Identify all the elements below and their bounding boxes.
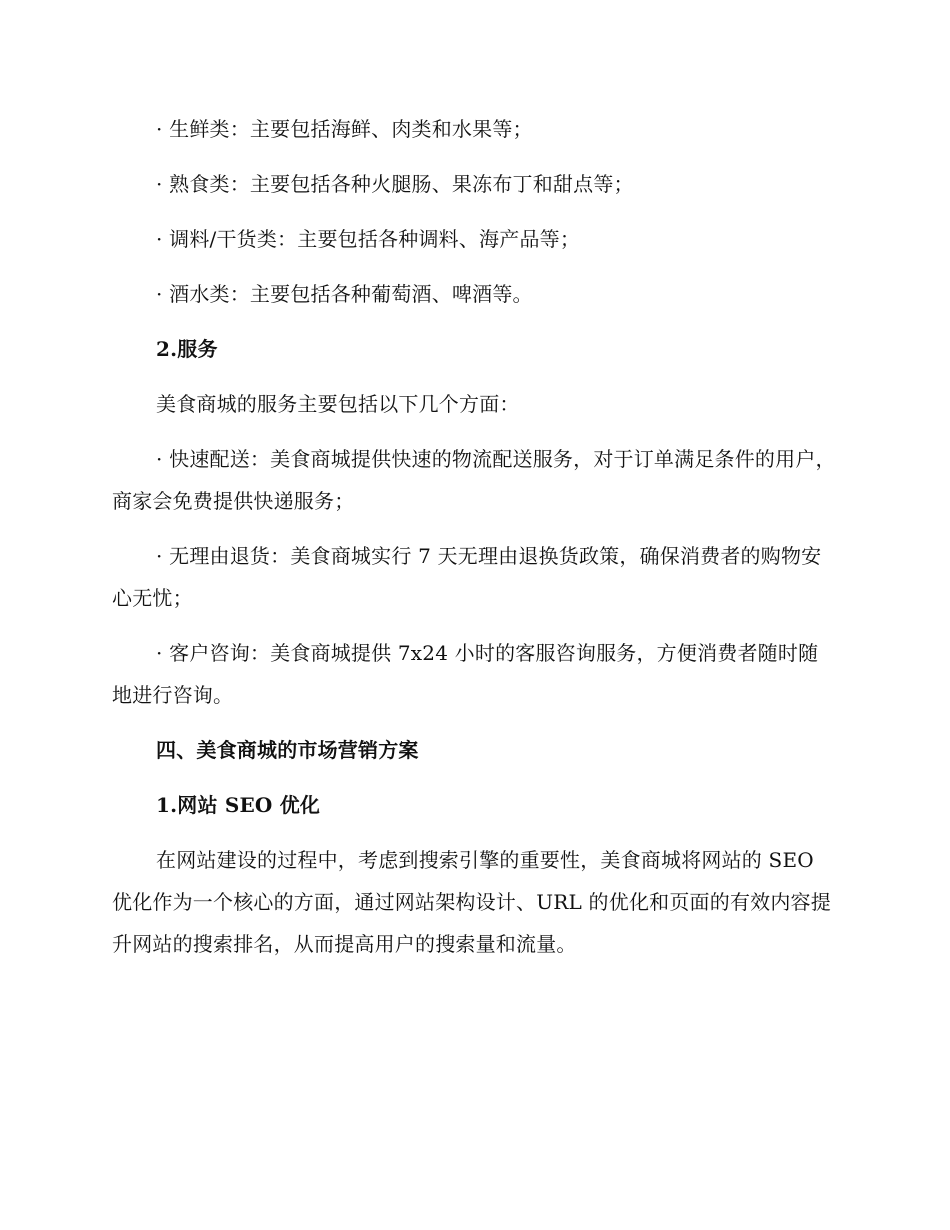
services-intro: 美食商城的服务主要包括以下几个方面： [156,392,520,416]
bullet-fresh-food: · 生鲜类：主要包括海鲜、肉类和水果等； [156,117,533,141]
bullet-beverages: · 酒水类：主要包括各种葡萄酒、啤酒等。 [156,282,533,306]
bullet-customer-service: · 客户咨询：美食商城提供 7x24 小时的客服咨询服务，方便消费者随时随地进行咨询。 [112,641,819,707]
bullet-returns: · 无理由退货：美食商城实行 7 天无理由退换货政策，确保消费者的购物安心无忧； [112,544,822,610]
bullet-cooked-food: · 熟食类：主要包括各种火腿肠、果冻布丁和甜点等； [156,172,634,196]
seo-paragraph: 在网站建设的过程中，考虑到搜索引擎的重要性，美食商城将网站的 SEO 优化作为一个核心的方面，通过网站架构设计、URL 的优化和页面的有效内容提升网站的搜索排名，从而提高用户的搜索量和流量。 [112,848,831,956]
document-page [112,108,837,978]
section-heading-marketing: 四、美食商城的市场营销方案 [156,738,419,762]
subheading-seo: 1.网站 SEO 优化 [156,793,321,817]
bullet-seasoning: · 调料/干货类：主要包括各种调料、海产品等； [156,227,581,251]
bullet-fast-delivery: · 快速配送：美食商城提供快速的物流配送服务，对于订单满足条件的用户，商家会免费提供快递服务； [112,447,836,513]
section-heading-services: 2.服务 [156,337,218,361]
